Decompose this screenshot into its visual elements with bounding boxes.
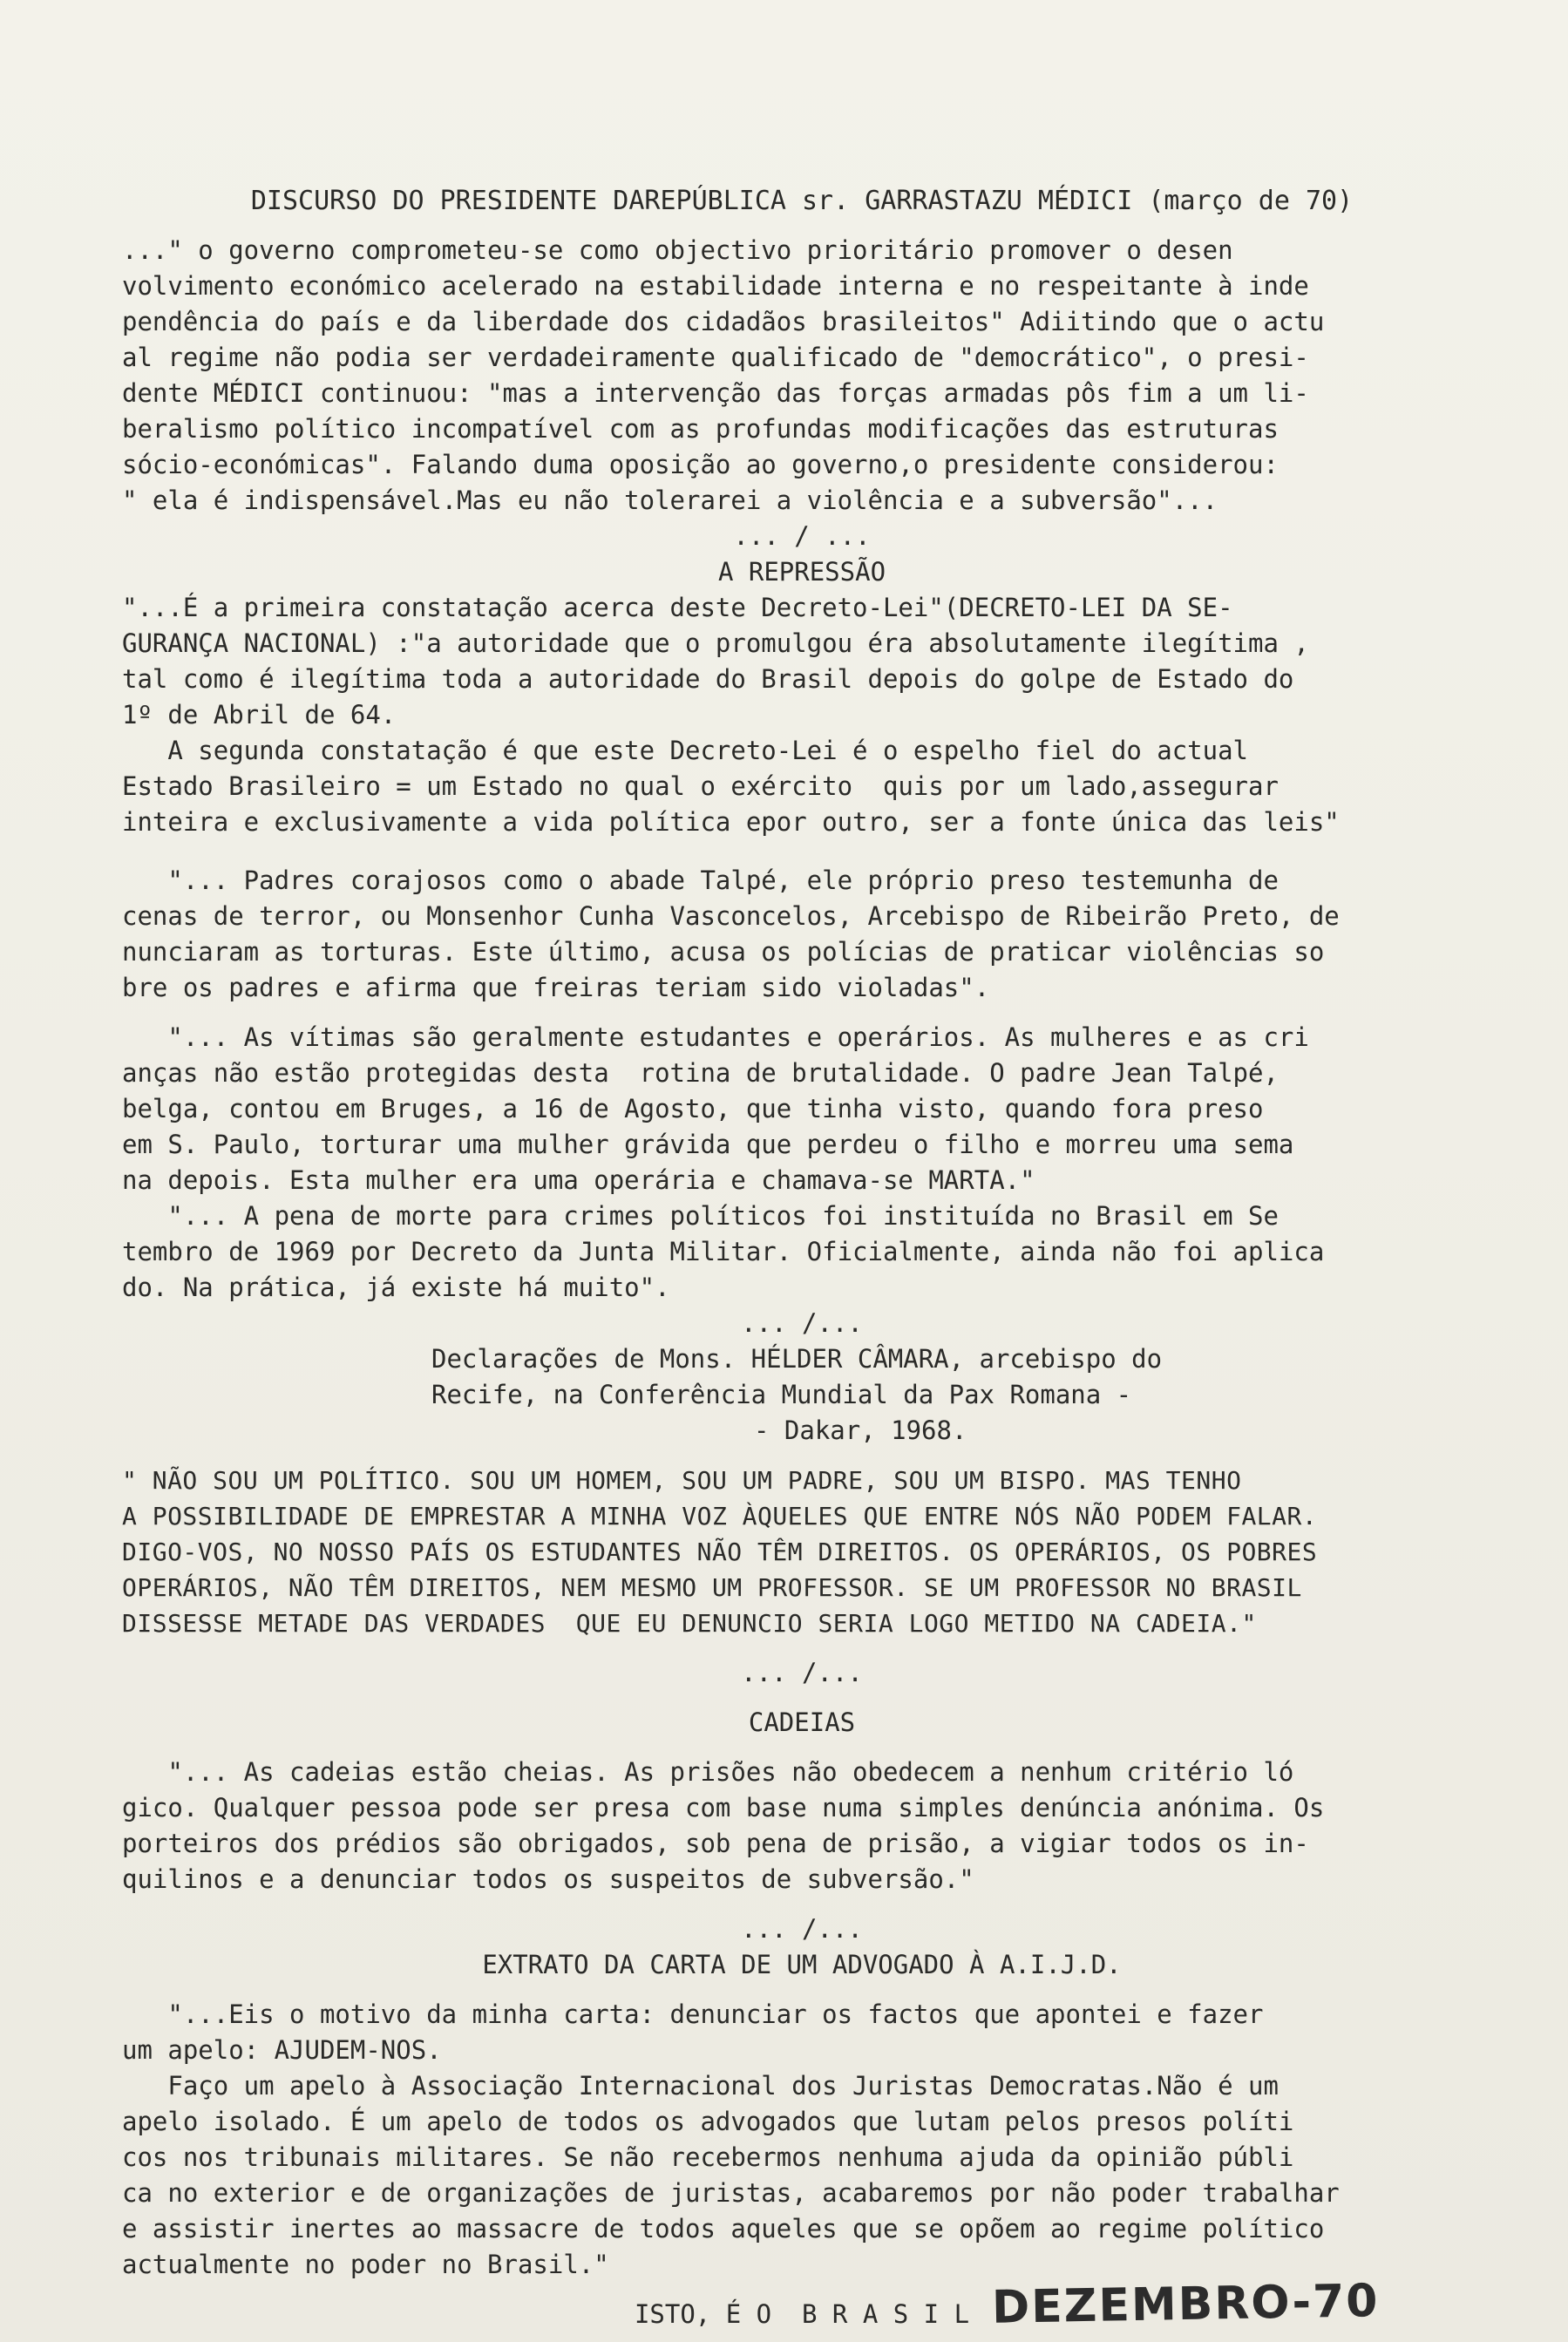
text-line: "...Eis o motivo da minha carta: denunciar os factos que apontei e fazer [122,1999,1264,2029]
text-line: Recife, na Conferência Mundial da Pax Romana - [431,1380,1132,1409]
section-heading-letter-extract: EXTRATO DA CARTA DE UM ADVOGADO À A.I.J.D. [482,1950,1122,1979]
section-separator: ... /... [741,1308,863,1338]
text-line: belga, contou em Bruges, a 16 de Agosto, que tinha visto, quando fora preso [122,1094,1264,1123]
text-line: na depois. Esta mulher era uma operária e chamava-se MARTA." [122,1165,1035,1195]
text-line: cos nos tribunais militares. Se não recebermos nenhuma ajuda da opinião públi [122,2142,1294,2172]
text-line: inteira e exclusivamente a vida política epor outro, ser a fonte única das leis" [122,807,1340,837]
text-line: ..." o governo comprometeu-se como objectivo prioritário promover o desen [122,235,1233,265]
paragraph-decree-law [122,590,1482,840]
text-line: "...É a primeira constatação acerca deste Decreto-Lei"(DECRETO-LEI DA SE- [122,593,1233,622]
paragraph-victims [122,1020,1482,1198]
text-line: "... As cadeias estão cheias. As prisões não obedecem a nenhum critério ló [122,1757,1294,1787]
text-line: gico. Qualquer pessoa pode ser presa com base numa simples denúncia anónima. Os [122,1793,1325,1823]
text-line: DIGO-VOS, NO NOSSO PAÍS OS ESTUDANTES NÃO TÊM DIREITOS. OS OPERÁRIOS, OS POBRES [122,1538,1318,1566]
text-line: Estado Brasileiro = um Estado no qual o exército quis por um lado,assegurar [122,771,1279,801]
text-line: dente MÉDICI continuou: "mas a intervenção das forças armadas pôs fim a um li- [122,378,1309,408]
paragraph-presidential-speech [122,233,1482,519]
text-line: actualmente no poder no Brasil." [122,2250,609,2279]
section-separator: ... / ... [733,521,871,551]
section-heading-repressao: A REPRESSÃO [717,557,886,587]
text-line: A POSSIBILIDADE DE EMPRESTAR A MINHA VOZ ÀQUELES QUE ENTRE NÓS NÃO PODEM FALAR. [122,1502,1318,1531]
text-line: volvimento económico acelerado na estabilidade interna e no respeitante à inde [122,271,1309,301]
text-line: ca no exterior e de organizações de juristas, acabaremos por não poder trabalhar [122,2178,1340,2208]
text-line: " ela é indispensável.Mas eu não tolerarei a violência e a subversão"... [122,485,1218,515]
paragraph-death-penalty [122,1198,1482,1306]
text-line: apelo isolado. É um apelo de todos os advogados que lutam pelos presos políti [122,2107,1294,2136]
text-line: sócio-económicas". Falando duma oposição ao governo,o presidente considerou: [122,450,1279,479]
text-line: 1º de Abril de 64. [122,700,397,730]
text-line: porteiros dos prédios são obrigados, sob pena de prisão, a vigiar todos os in- [122,1829,1309,1858]
text-line: "... Padres corajosos como o abade Talpé, ele próprio preso testemunha de [122,866,1279,895]
text-line: DISSESSE METADE DAS VERDADES QUE EU DENUNCIO SERIA LOGO METIDO NA CADEIA." [122,1609,1257,1638]
text-line: "... A pena de morte para crimes políticos foi instituída no Brasil em Se [122,1201,1279,1231]
closing-line: ISTO, É O B R A S I L [634,2299,970,2329]
text-line: e assistir inertes ao massacre de todos aqueles que se opõem ao regime político [122,2214,1325,2244]
paragraph-prisons [122,1755,1482,1897]
text-line: um apelo: AJUDEM-NOS. [122,2035,442,2065]
text-line: A segunda constatação é que este Decreto-Lei é o espelho fiel do actual [122,736,1249,765]
quote-helder-camara [122,1463,1482,1641]
section-separator: ... /... [741,1914,863,1944]
text-line: anças não estão protegidas desta rotina de brutalidade. O padre Jean Talpé, [122,1058,1279,1088]
text-line: nunciaram as torturas. Este último, acusa os polícias de praticar violências so [122,937,1325,967]
text-line: OPERÁRIOS, NÃO TÊM DIREITOS, NEM MESMO UM PROFESSOR. SE UM PROFESSOR NO BRASIL [122,1573,1302,1602]
text-line: Faço um apelo à Associação Internacional dos Juristas Democratas.Não é um [122,2071,1279,2101]
text-line: - Dakar, 1968. [754,1415,967,1445]
text-line: GURANÇA NACIONAL) :"a autoridade que o promulgou éra absolutamente ilegítima , [122,628,1309,658]
text-line: em S. Paulo, torturar uma mulher grávida que perdeu o filho e morreu uma sema [122,1130,1294,1159]
document-body [122,183,1482,2332]
text-line: " NÃO SOU UM POLÍTICO. SOU UM HOMEM, SOU UM PADRE, SOU UM BISPO. MAS TENHO [122,1466,1242,1495]
text-line: tembro de 1969 por Decreto da Junta Militar. Oficialmente, ainda não foi aplica [122,1237,1325,1266]
document-title: DISCURSO DO PRESIDENTE DAREPÚBLICA sr. GARRASTAZU MÉDICI (março de 70) [250,186,1354,216]
text-line: Declarações de Mons. HÉLDER CÂMARA, arcebispo do [431,1344,1163,1374]
section-heading-cadeias: CADEIAS [748,1707,856,1737]
text-line: bre os padres e afirma que freiras teriam sido violadas". [122,973,990,1002]
text-line: pendência do país e da liberdade dos cidadãos brasileitos" Adiitindo que o actu [122,307,1325,336]
text-line: "... As vítimas são geralmente estudantes e operários. As mulheres e as cri [122,1022,1309,1052]
paragraph-priests [122,863,1482,1006]
section-separator: ... /... [741,1658,863,1687]
text-line: beralismo político incompatível com as profundas modificações das estruturas [122,414,1279,444]
paragraph-lawyer-letter [122,1997,1482,2283]
text-line: do. Na prática, já existe há muito". [122,1273,670,1302]
text-line: tal como é ilegítima toda a autoridade do Brasil depois do golpe de Estado do [122,664,1294,694]
handwritten-date-note: DEZEMBRO-70 [991,2275,1380,2334]
text-line: cenas de terror, ou Monsenhor Cunha Vasconcelos, Arcebispo de Ribeirão Preto, de [122,901,1340,931]
declaration-heading [431,1341,1482,1449]
text-line: al regime não podia ser verdadeiramente qualificado de "democrático", o presi- [122,343,1309,372]
text-line: quilinos e a denunciar todos os suspeitos de subversão." [122,1864,974,1894]
